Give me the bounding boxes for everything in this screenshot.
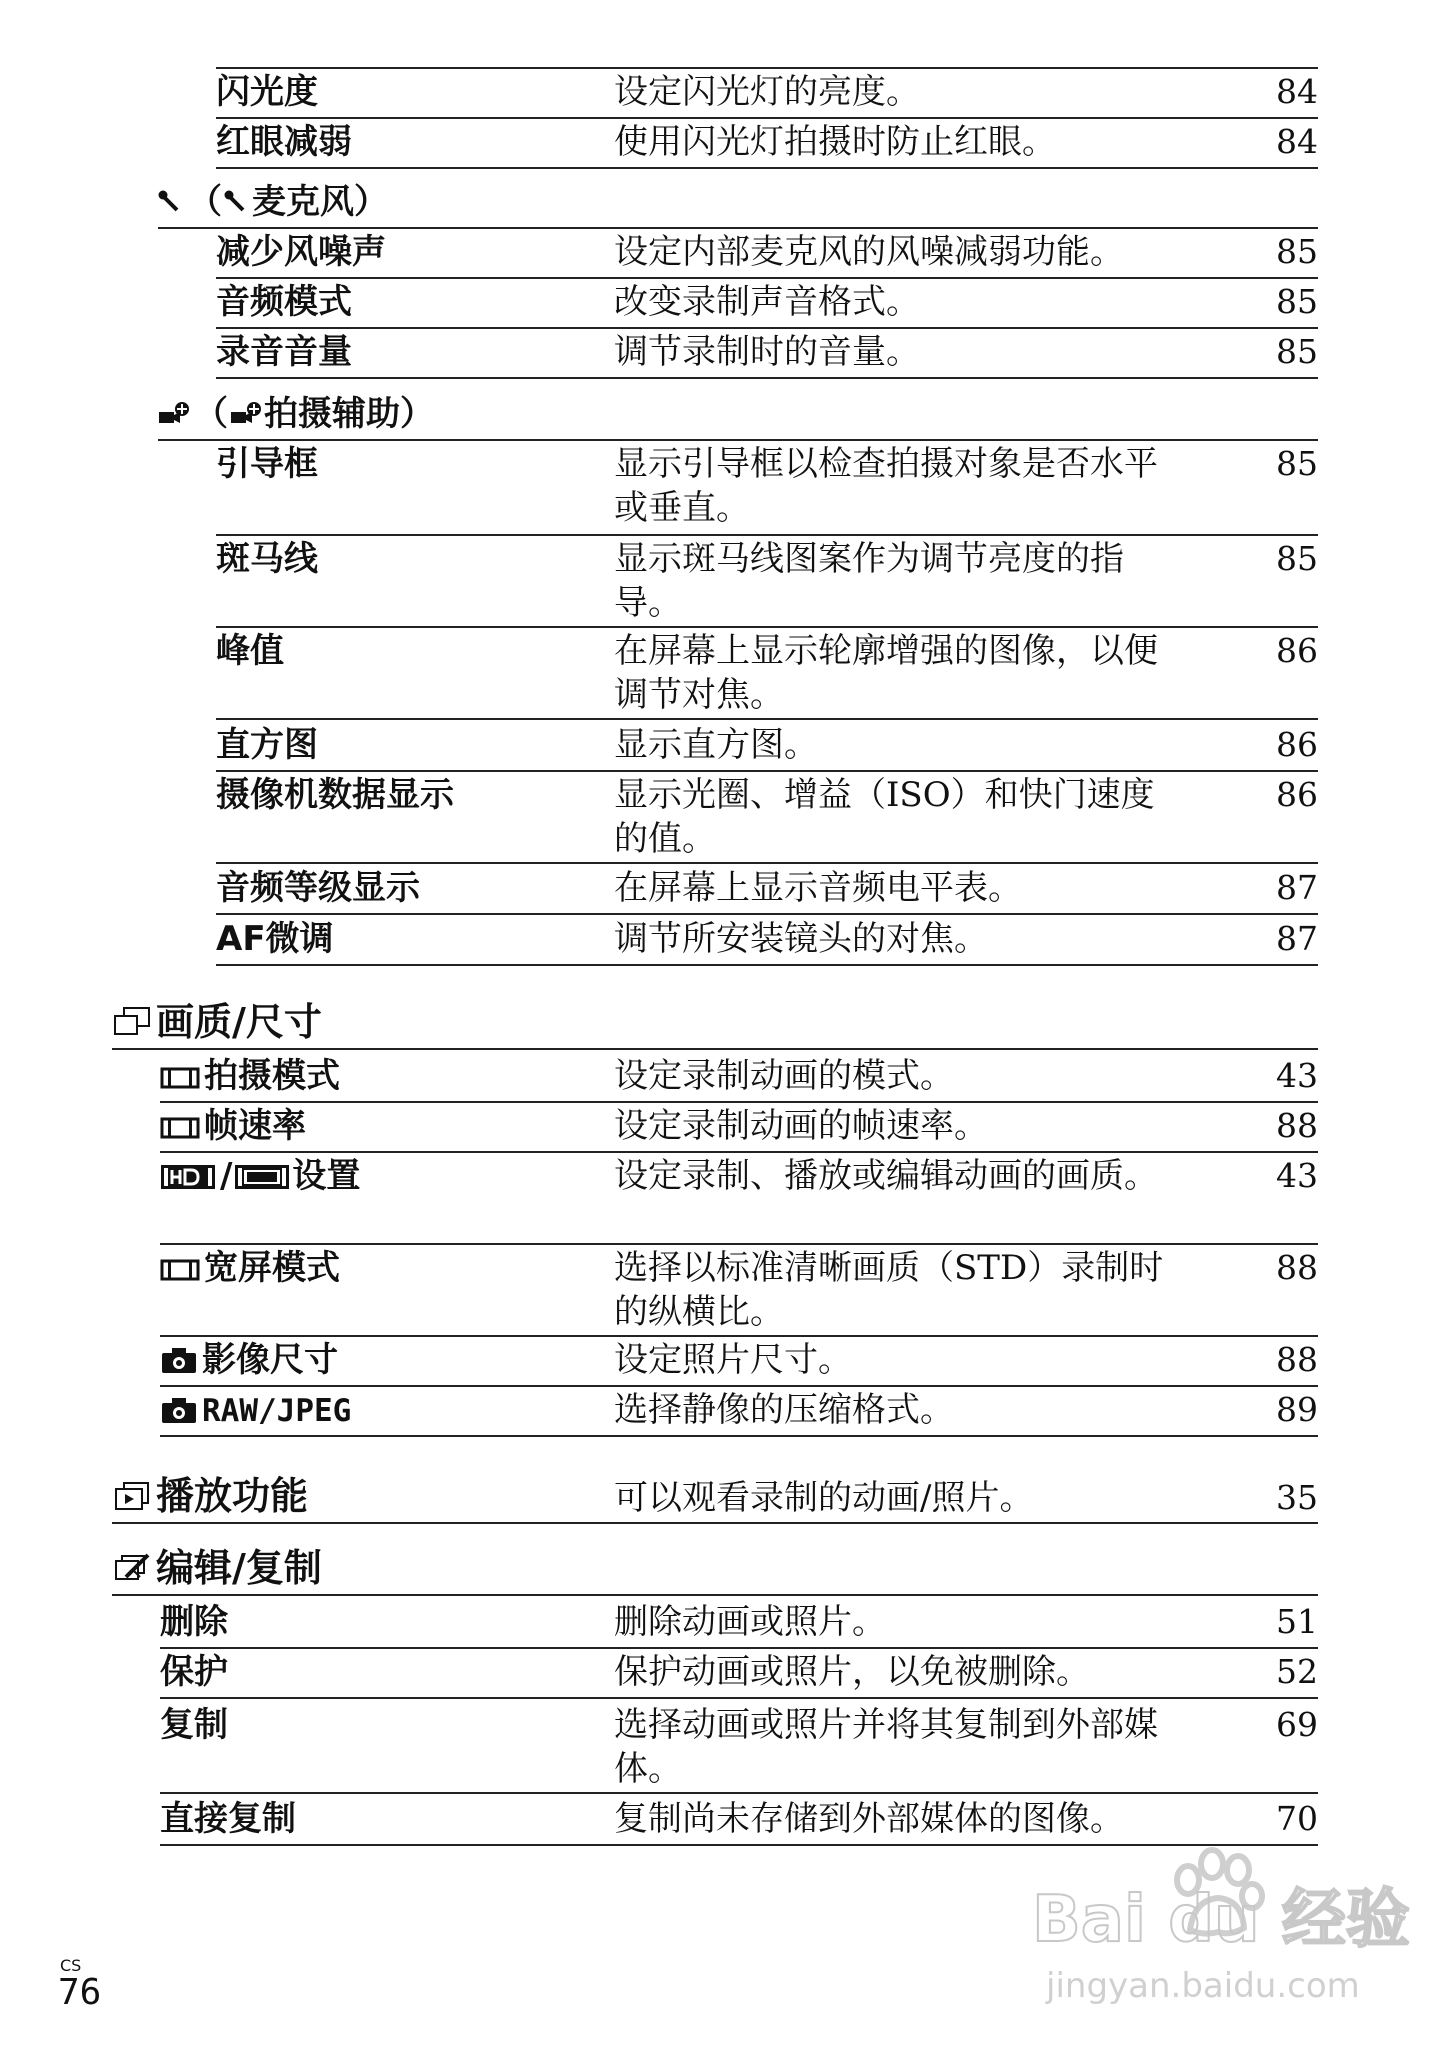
rule — [160, 1844, 1318, 1846]
rule — [216, 718, 1318, 720]
row-name-text: RAW/JPEG — [202, 1393, 352, 1429]
rule — [160, 1435, 1318, 1437]
rule — [112, 1048, 1318, 1050]
rule — [216, 770, 1318, 772]
microphone-icon — [158, 189, 184, 217]
rule — [112, 1594, 1318, 1596]
row-desc: 显示直方图。 — [614, 725, 818, 765]
rule — [216, 964, 1318, 966]
row-name — [160, 1104, 306, 1148]
row-desc: 调节所安装镜头的对焦。 — [614, 919, 988, 959]
row-name: 直接复制 — [160, 1799, 296, 1839]
subsection-microphone — [158, 180, 388, 224]
row-desc: 设定闪光灯的亮度。 — [614, 72, 920, 112]
row-page: 86 — [1276, 631, 1318, 670]
row-desc: 改变录制声音格式。 — [614, 282, 920, 322]
row-name-text: 宽屏模式 — [204, 1248, 340, 1288]
row-name: 减少风噪声 — [216, 232, 386, 272]
row-name — [160, 1338, 338, 1382]
playback-page: 35 — [1276, 1478, 1318, 1517]
movie-icon — [160, 1115, 200, 1141]
row-page: 88 — [1276, 1340, 1318, 1379]
rule — [160, 1101, 1318, 1103]
rule — [160, 1335, 1318, 1337]
row-page: 85 — [1276, 444, 1318, 483]
row-desc: 设定照片尺寸。 — [614, 1340, 852, 1380]
row-page: 85 — [1276, 232, 1318, 271]
rule — [216, 913, 1318, 915]
row-name: 斑马线 — [216, 539, 318, 579]
rule — [216, 862, 1318, 864]
row-desc: 复制尚未存储到外部媒体的图像。 — [614, 1799, 1124, 1839]
row-name — [160, 1154, 360, 1198]
row-page: 52 — [1276, 1652, 1318, 1691]
movie-icon — [160, 1257, 200, 1283]
row-page: 84 — [1276, 122, 1318, 161]
row-name-text: 拍摄模式 — [204, 1056, 340, 1096]
row-page: 86 — [1276, 775, 1318, 814]
page-number: 76 — [58, 1972, 102, 2013]
row-name — [160, 1054, 340, 1098]
std-icon — [234, 1163, 290, 1191]
row-desc: 选择以标准清晰画质（STD）录制时的纵横比。 — [614, 1248, 1164, 1332]
row-page: 88 — [1276, 1106, 1318, 1145]
camera-icon — [160, 1345, 198, 1375]
movie-icon — [160, 1065, 200, 1091]
row-page: 89 — [1276, 1390, 1318, 1429]
row-name: 峰值 — [216, 631, 284, 671]
row-page: 84 — [1276, 72, 1318, 111]
row-page: 85 — [1276, 282, 1318, 321]
camera-icon — [160, 1395, 198, 1425]
language-code: CS — [60, 1956, 82, 1975]
row-page: 43 — [1276, 1056, 1318, 1095]
section-title-edit — [112, 1544, 322, 1592]
edit-copy-icon — [112, 1551, 152, 1585]
row-name: 摄像机数据显示 — [216, 775, 454, 815]
watermark-url: jingyan.baidu.com — [1046, 1966, 1360, 2006]
rule — [216, 117, 1318, 119]
watermark-brand: Bai du 经验 — [1032, 1883, 1410, 1957]
row-name: 删除 — [160, 1602, 228, 1642]
row-name-text: 帧速率 — [204, 1106, 306, 1146]
playback-desc: 可以观看录制的动画/照片。 — [614, 1478, 1034, 1518]
row-desc: 显示斑马线图案作为调节亮度的指导。 — [614, 539, 1124, 623]
row-desc: 设定录制、播放或编辑动画的画质。 — [614, 1156, 1158, 1196]
row-name: 引导框 — [216, 444, 318, 484]
rule — [216, 67, 1318, 69]
row-page: 87 — [1276, 868, 1318, 907]
rule — [216, 167, 1318, 169]
subsection-shooting-assist — [158, 392, 434, 436]
row-name: 直方图 — [216, 725, 318, 765]
row-desc: 删除动画或照片。 — [614, 1602, 886, 1642]
shooting-assist-icon — [230, 401, 262, 429]
subsection-open-paren: （ — [188, 182, 222, 222]
row-desc: 设定内部麦克风的风噪减弱功能。 — [614, 232, 1124, 272]
rule — [158, 227, 1318, 229]
rule — [112, 1522, 1318, 1524]
section-title-text: 画质/尺寸 — [156, 1000, 322, 1044]
section-title-playback — [112, 1472, 308, 1520]
section-title-text: 编辑/复制 — [156, 1546, 322, 1590]
row-name-separator: / — [220, 1156, 233, 1196]
row-desc: 使用闪光灯拍摄时防止红眼。 — [614, 122, 1056, 162]
row-desc: 显示光圈、增益（ISO）和快门速度的值。 — [614, 775, 1155, 859]
row-page: 88 — [1276, 1248, 1318, 1287]
row-desc: 保护动画或照片，以免被删除。 — [614, 1652, 1090, 1692]
row-name: 保护 — [160, 1652, 228, 1692]
rule — [216, 534, 1318, 536]
rule — [160, 1792, 1318, 1794]
image-quality-icon — [112, 1005, 152, 1039]
row-page: 85 — [1276, 539, 1318, 578]
row-name: 音频等级显示 — [216, 868, 420, 908]
rule — [158, 439, 1318, 441]
row-name: 录音音量 — [216, 332, 352, 372]
rule — [160, 1385, 1318, 1387]
row-page: 86 — [1276, 725, 1318, 764]
microphone-icon — [224, 189, 250, 217]
rule — [216, 277, 1318, 279]
row-desc: 在屏幕上显示音频电平表。 — [614, 868, 1022, 908]
row-page: 43 — [1276, 1156, 1318, 1195]
row-page: 69 — [1276, 1705, 1318, 1744]
row-page: 70 — [1276, 1799, 1318, 1838]
shooting-assist-icon — [158, 401, 190, 429]
row-name — [160, 1388, 351, 1433]
row-desc: 选择动画或照片并将其复制到外部媒体。 — [614, 1705, 1158, 1789]
rule — [160, 1151, 1318, 1153]
row-page: 51 — [1276, 1602, 1318, 1641]
row-page: 87 — [1276, 919, 1318, 958]
row-desc: 设定录制动画的模式。 — [614, 1056, 954, 1096]
row-name: 红眼减弱 — [216, 122, 352, 162]
row-name — [160, 1246, 340, 1290]
section-title-quality — [112, 998, 322, 1046]
row-page: 85 — [1276, 332, 1318, 371]
row-name: 闪光度 — [216, 72, 318, 112]
playback-icon — [112, 1479, 152, 1513]
row-desc: 显示引导框以检查拍摄对象是否水平或垂直。 — [614, 444, 1158, 528]
row-desc: 在屏幕上显示轮廓增强的图像，以便调节对焦。 — [614, 631, 1158, 715]
row-desc: 设定录制动画的帧速率。 — [614, 1106, 988, 1146]
rule — [216, 626, 1318, 628]
row-name-text: 影像尺寸 — [202, 1340, 338, 1380]
rule — [160, 1647, 1318, 1649]
row-name: 音频模式 — [216, 282, 352, 322]
row-desc: 选择静像的压缩格式。 — [614, 1390, 954, 1430]
rule — [160, 1243, 1318, 1245]
row-desc: 调节录制时的音量。 — [614, 332, 920, 372]
row-name: AF微调 — [216, 919, 334, 959]
rule — [216, 377, 1318, 379]
rule — [216, 327, 1318, 329]
hd-icon — [160, 1163, 216, 1191]
subsection-open-paren: （ — [194, 394, 228, 434]
rule — [160, 1697, 1318, 1699]
row-name-text: 设置 — [292, 1156, 361, 1196]
row-name: 复制 — [160, 1705, 228, 1745]
section-title-text: 播放功能 — [156, 1474, 309, 1518]
subsection-label: 麦克风） — [252, 182, 388, 222]
subsection-label: 拍摄辅助） — [264, 394, 434, 434]
